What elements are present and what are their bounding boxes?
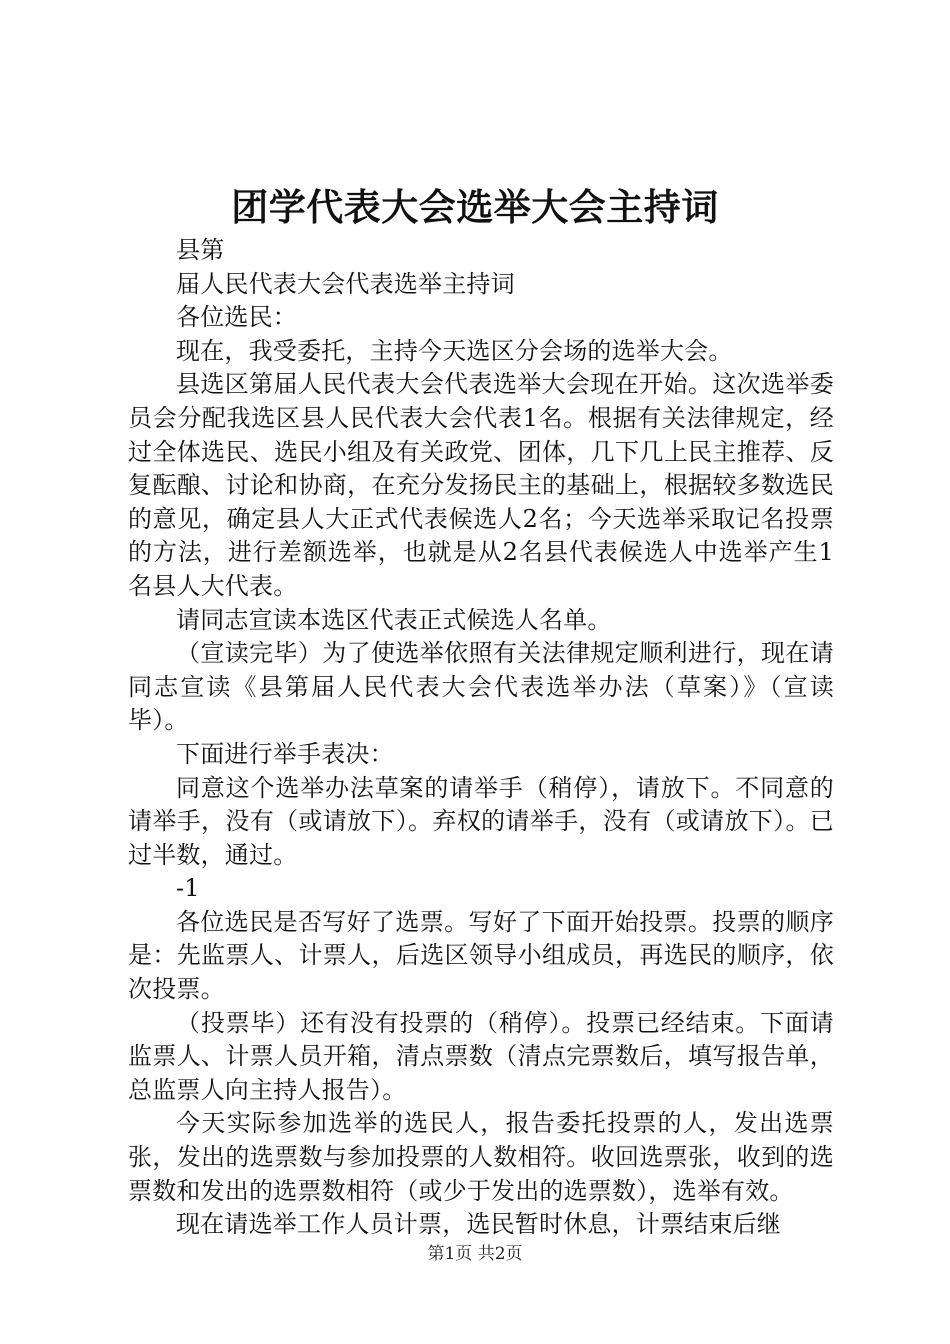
paragraph: 现在请选举工作人员计票，选民暂时休息，计票结束后继: [176, 1210, 781, 1239]
paragraph: （投票毕）还有没有投票的（稍停）。投票已经结束。下面请监票人、计票人员开箱，清点票数（清点完票数后，填写报告单，总监票人向主持人报告）。: [128, 1008, 834, 1104]
document-title: 团学代表大会选举大会主持词: [231, 186, 719, 229]
paragraph: 下面进行举手表决：: [176, 739, 394, 768]
paragraph: 县选区第届人民代表大会代表选举大会现在开始。这次选举委员会分配我选区县人民代表大会代表1名。根据有关法律规定，经过全体选民、选民小组及有关政党、团体，几下几上民主推荐、反复酝酿、讨论和协商，在充分发扬民主的基础上，根据较多数选民的意见，确定县人大正式代表候选人2名；今天选举采取记名投票的方法，进行差额选举，也就是从2名县代表候选人中选举产生1名县人大代表。: [128, 370, 834, 600]
paragraph: 届人民代表大会代表选举主持词: [176, 269, 515, 298]
paragraph: 今天实际参加选举的选民人，报告委托投票的人，发出选票张，发出的选票数与参加投票的人数相符。收回选票张，收到的选票数和发出的选票数相符（或少于发出的选票数），选举有效。: [128, 1109, 834, 1205]
paragraph: 请同志宣读本选区代表正式候选人名单。: [176, 605, 612, 634]
page-footer: 第1页 共2页: [427, 1244, 523, 1264]
paragraph: （宣读完毕）为了使选举依照有关法律规定顺利进行，现在请同志宣读《县第届人民代表大会代表选举办法（草案）》（宣读毕）。: [128, 639, 834, 735]
paragraph: 同意这个选举办法草案的请举手（稍停），请放下。不同意的请举手，没有（或请放下）。弃权的请举手，没有（或请放下）。已过半数，通过。: [128, 773, 834, 869]
paragraph: 各位选民：: [176, 303, 297, 332]
paragraph: 各位选民是否写好了选票。写好了下面开始投票。投票的顺序是：先监票人、计票人，后选区领导小组成员，再选民的顺序，依次投票。: [128, 907, 834, 1004]
document-body: [128, 234, 834, 1242]
paragraph: 县第: [176, 236, 225, 264]
paragraph: 现在，我受委托，主持今天选区分会场的选举大会。: [176, 336, 733, 365]
page-marker: -1: [176, 874, 200, 903]
